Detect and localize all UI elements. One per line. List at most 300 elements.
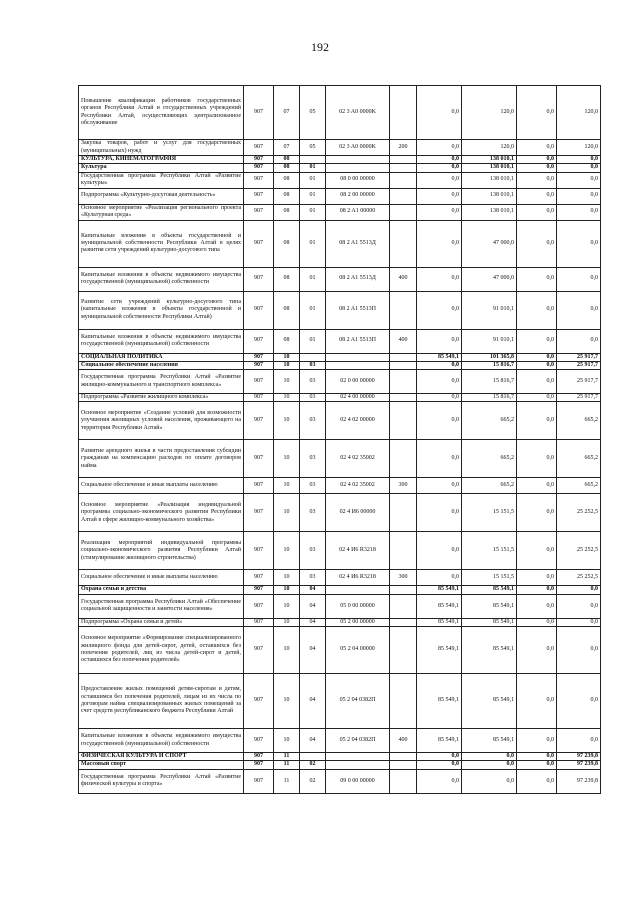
row-value-4: 665,2: [557, 440, 601, 478]
row-section-code: 10: [274, 586, 300, 594]
row-section-code: 08: [274, 204, 300, 220]
row-value-1: 85 549,1: [417, 674, 462, 729]
row-value-4: 665,2: [557, 402, 601, 440]
row-value-3: 0,0: [517, 729, 557, 753]
row-section-code: 10: [274, 618, 300, 626]
row-section-code: 08: [274, 164, 300, 172]
row-name: Подпрограмма «Культурно-досуговая деятельность»: [79, 188, 244, 204]
row-expense-type: [390, 769, 417, 793]
row-value-2: 85 549,1: [462, 594, 517, 618]
row-value-4: 0,0: [557, 618, 601, 626]
row-value-3: 0,0: [517, 86, 557, 140]
table-row: [79, 402, 601, 440]
row-value-1: 0,0: [417, 188, 462, 204]
row-subsection-code: [300, 753, 326, 761]
row-value-4: 665,2: [557, 478, 601, 494]
row-value-3: 0,0: [517, 291, 557, 329]
row-expense-type: [390, 156, 417, 164]
row-target-article: [326, 156, 390, 164]
row-section-code: 10: [274, 394, 300, 402]
row-section-code: 11: [274, 761, 300, 769]
table-row: [79, 674, 601, 729]
row-value-2: 15 816,7: [462, 370, 517, 394]
row-name: Социальное обеспечение и иные выплаты населению: [79, 478, 244, 494]
row-target-article: 02 4 И6 R3218: [326, 570, 390, 586]
row-name: ФИЗИЧЕСКАЯ КУЛЬТУРА И СПОРТ: [79, 753, 244, 761]
row-target-article: 02 4 И6 R3218: [326, 532, 390, 570]
row-subsection-code: 02: [300, 761, 326, 769]
row-subsection-code: 03: [300, 394, 326, 402]
row-section-code: 10: [274, 440, 300, 478]
row-expense-type: [390, 220, 417, 267]
row-value-1: 0,0: [417, 204, 462, 220]
row-target-article: 02 4 И6 00000: [326, 494, 390, 532]
row-expense-type: [390, 586, 417, 594]
row-value-2: 85 549,1: [462, 627, 517, 674]
row-value-1: 0,0: [417, 329, 462, 353]
row-subsection-code: 03: [300, 361, 326, 369]
row-value-3: 0,0: [517, 164, 557, 172]
row-subsection-code: 01: [300, 291, 326, 329]
page-number: 192: [311, 40, 329, 54]
row-value-4: 0,0: [557, 291, 601, 329]
row-value-2: 665,2: [462, 402, 517, 440]
row-target-article: 05 2 00 00000: [326, 618, 390, 626]
row-name: Подпрограмма «Охрана семьи и детей»: [79, 618, 244, 626]
row-section-code: 10: [274, 370, 300, 394]
row-expense-type: [390, 86, 417, 140]
row-target-article: [326, 353, 390, 361]
table-row: [79, 291, 601, 329]
row-name: Развитие сети учреждений культурно-досугового типа (капитальные вложения в объекты государственной и муниципальной собственности Республики Алтай): [79, 291, 244, 329]
row-admin-code: 907: [244, 769, 274, 793]
row-admin-code: 907: [244, 570, 274, 586]
row-admin-code: 907: [244, 370, 274, 394]
row-subsection-code: 03: [300, 570, 326, 586]
row-value-3: 0,0: [517, 140, 557, 156]
row-subsection-code: 01: [300, 188, 326, 204]
row-target-article: 02 4 02 35002: [326, 478, 390, 494]
row-value-3: 0,0: [517, 361, 557, 369]
row-value-2: 15 151,5: [462, 570, 517, 586]
row-section-code: 10: [274, 570, 300, 586]
row-expense-type: [390, 761, 417, 769]
row-section-code: 10: [274, 594, 300, 618]
row-value-4: 0,0: [557, 267, 601, 291]
table-row: [79, 394, 601, 402]
row-expense-type: 200: [390, 140, 417, 156]
row-value-2: 85 549,1: [462, 618, 517, 626]
row-value-3: 0,0: [517, 761, 557, 769]
row-name: Государственная программа Республики Алтай «Развитие физической культуры и спорта»: [79, 769, 244, 793]
row-name: Капитальные вложения в объекты государственной и муниципальной собственности Республики Алтай в целях развития сети учреждений культурно-досугового типа: [79, 220, 244, 267]
row-value-4: 0,0: [557, 188, 601, 204]
row-name: Основное мероприятие «Создание условий для возможности улучшения жилищных условий населения, проживающего на территории Республики Алтай»: [79, 402, 244, 440]
row-section-code: 07: [274, 86, 300, 140]
row-admin-code: 907: [244, 86, 274, 140]
row-subsection-code: 02: [300, 769, 326, 793]
row-value-3: 0,0: [517, 532, 557, 570]
row-value-2: 665,2: [462, 478, 517, 494]
row-target-article: 02 4 02 35002: [326, 440, 390, 478]
row-name: Реализация мероприятий индивидуальной программы социально-экономического развития Республики Алтай (стимулирование жилищного строительства): [79, 532, 244, 570]
row-value-3: 0,0: [517, 353, 557, 361]
row-name: Охрана семьи и детства: [79, 586, 244, 594]
table-row: [79, 478, 601, 494]
row-target-article: 08 2 A1 5513П: [326, 329, 390, 353]
table-row: [79, 220, 601, 267]
row-subsection-code: 04: [300, 586, 326, 594]
row-value-4: 25 917,7: [557, 361, 601, 369]
row-subsection-code: 03: [300, 532, 326, 570]
row-section-code: 10: [274, 729, 300, 753]
table-row: [79, 532, 601, 570]
row-target-article: [326, 586, 390, 594]
row-admin-code: 907: [244, 156, 274, 164]
row-value-1: 0,0: [417, 370, 462, 394]
row-section-code: 08: [274, 156, 300, 164]
row-section-code: 08: [274, 329, 300, 353]
row-expense-type: [390, 618, 417, 626]
row-expense-type: [390, 291, 417, 329]
row-expense-type: [390, 370, 417, 394]
table-body: [79, 86, 601, 794]
row-value-1: 0,0: [417, 361, 462, 369]
row-target-article: 05 2 04 00000: [326, 627, 390, 674]
row-expense-type: [390, 627, 417, 674]
row-target-article: 08 2 A1 5513П: [326, 291, 390, 329]
row-target-article: 02 4 00 00000: [326, 394, 390, 402]
row-value-2: 101 365,8: [462, 353, 517, 361]
row-name: Основное мероприятие «Формирование специализированного жилищного фонда для детей-сирот, детей, оставшихся без попечения родителей, лиц из числа детей-сирот и детей, оставшихся без попечения родителей»: [79, 627, 244, 674]
table-row: [79, 172, 601, 188]
row-value-2: 138 010,1: [462, 204, 517, 220]
row-subsection-code: 01: [300, 329, 326, 353]
row-value-3: 0,0: [517, 267, 557, 291]
row-expense-type: 400: [390, 329, 417, 353]
row-expense-type: 400: [390, 267, 417, 291]
row-section-code: 10: [274, 532, 300, 570]
row-expense-type: [390, 494, 417, 532]
row-expense-type: [390, 361, 417, 369]
row-target-article: 05 2 04 0382П: [326, 729, 390, 753]
row-value-4: 97 239,8: [557, 761, 601, 769]
row-admin-code: 907: [244, 594, 274, 618]
row-name: Капитальные вложения в объекты недвижимого имущества государственной (муниципальной) собственности: [79, 729, 244, 753]
row-expense-type: [390, 674, 417, 729]
row-target-article: 02 0 00 00000: [326, 370, 390, 394]
row-value-4: 0,0: [557, 627, 601, 674]
row-target-article: 05 2 04 0382П: [326, 674, 390, 729]
row-value-1: 85 549,1: [417, 627, 462, 674]
row-value-3: 0,0: [517, 586, 557, 594]
row-value-3: 0,0: [517, 618, 557, 626]
row-subsection-code: 04: [300, 594, 326, 618]
row-value-1: 0,0: [417, 753, 462, 761]
row-expense-type: [390, 164, 417, 172]
row-value-4: 0,0: [557, 220, 601, 267]
row-value-3: 0,0: [517, 402, 557, 440]
row-value-3: 0,0: [517, 188, 557, 204]
row-target-article: 02 4 02 00000: [326, 402, 390, 440]
row-name: Государственная программа Республики Алтай «Развитие культуры»: [79, 172, 244, 188]
row-name: Предоставление жилых помещений детям-сиротам и детям, оставшимся без попечения родителей, лицам из их числа по договорам найма специализированных жилых помещений за счет средств республиканского бюджета Республики Алтай: [79, 674, 244, 729]
table-row: [79, 494, 601, 532]
row-name: Подпрограмма «Развитие жилищного комплекса»: [79, 394, 244, 402]
row-value-4: 97 239,8: [557, 769, 601, 793]
row-name: Массовый спорт: [79, 761, 244, 769]
row-value-4: 0,0: [557, 204, 601, 220]
row-value-2: 47 000,0: [462, 220, 517, 267]
row-section-code: 11: [274, 753, 300, 761]
row-value-2: 0,0: [462, 761, 517, 769]
row-value-4: 0,0: [557, 172, 601, 188]
row-value-2: 120,0: [462, 86, 517, 140]
row-value-3: 0,0: [517, 674, 557, 729]
row-value-2: 15 151,5: [462, 494, 517, 532]
row-section-code: 10: [274, 353, 300, 361]
row-subsection-code: 03: [300, 494, 326, 532]
row-value-2: 47 000,0: [462, 267, 517, 291]
row-value-1: 0,0: [417, 769, 462, 793]
table-row: [79, 370, 601, 394]
row-subsection-code: 04: [300, 729, 326, 753]
table-row: [79, 86, 601, 140]
row-value-1: 0,0: [417, 478, 462, 494]
table-row: [79, 361, 601, 369]
row-admin-code: 907: [244, 204, 274, 220]
row-value-4: 25 917,7: [557, 394, 601, 402]
row-name: СОЦИАЛЬНАЯ ПОЛИТИКА: [79, 353, 244, 361]
row-value-3: 0,0: [517, 753, 557, 761]
row-admin-code: 907: [244, 220, 274, 267]
row-section-code: 07: [274, 140, 300, 156]
row-name: Государственная программа Республики Алтай «Обеспечение социальной защищенности и занятости населения»: [79, 594, 244, 618]
row-value-2: 138 010,1: [462, 188, 517, 204]
row-target-article: [326, 361, 390, 369]
table-row: [79, 729, 601, 753]
row-name: Культура: [79, 164, 244, 172]
row-expense-type: [390, 353, 417, 361]
row-name: Закупка товаров, работ и услуг для государственных (муниципальных) нужд: [79, 140, 244, 156]
row-expense-type: 300: [390, 478, 417, 494]
row-name: Основное мероприятие «Реализация индивидуальной программы социально-экономического развития Республики Алтай в сфере жилищно-коммунального хозяйства»: [79, 494, 244, 532]
row-section-code: 10: [274, 494, 300, 532]
row-admin-code: 907: [244, 586, 274, 594]
row-name: Повышение квалификации работников государственных органов Республики Алтай и государственных учреждений Республики Алтай, осуществляющих централизованное обслуживание: [79, 86, 244, 140]
row-value-1: 0,0: [417, 291, 462, 329]
row-value-1: 0,0: [417, 761, 462, 769]
row-value-1: 0,0: [417, 156, 462, 164]
row-section-code: 10: [274, 478, 300, 494]
row-value-2: 85 549,1: [462, 586, 517, 594]
row-section-code: 10: [274, 402, 300, 440]
row-value-1: 0,0: [417, 267, 462, 291]
row-value-2: 91 010,1: [462, 329, 517, 353]
row-value-2: 138 010,1: [462, 164, 517, 172]
row-value-1: 0,0: [417, 532, 462, 570]
row-subsection-code: 01: [300, 204, 326, 220]
row-value-1: 0,0: [417, 220, 462, 267]
row-value-4: 97 239,8: [557, 753, 601, 761]
row-subsection-code: [300, 156, 326, 164]
row-target-article: 08 0 00 00000: [326, 172, 390, 188]
row-value-3: 0,0: [517, 478, 557, 494]
row-subsection-code: 01: [300, 220, 326, 267]
row-value-3: 0,0: [517, 394, 557, 402]
row-admin-code: 907: [244, 761, 274, 769]
row-value-2: 138 010,1: [462, 156, 517, 164]
row-value-2: 85 549,1: [462, 729, 517, 753]
row-subsection-code: 01: [300, 164, 326, 172]
row-value-1: 0,0: [417, 164, 462, 172]
row-section-code: 08: [274, 188, 300, 204]
row-name: Социальное обеспечение населения: [79, 361, 244, 369]
row-target-article: [326, 761, 390, 769]
row-value-3: 0,0: [517, 440, 557, 478]
row-value-2: 0,0: [462, 753, 517, 761]
table-row: [79, 353, 601, 361]
row-name: Государственная программа Республики Алтай «Развитие жилищно-коммунального и транспортного комплекса»: [79, 370, 244, 394]
row-value-2: 15 816,7: [462, 361, 517, 369]
row-admin-code: 907: [244, 188, 274, 204]
row-section-code: 08: [274, 291, 300, 329]
table-row: [79, 753, 601, 761]
row-value-4: 120,0: [557, 86, 601, 140]
row-value-1: 85 549,1: [417, 353, 462, 361]
row-value-4: 0,0: [557, 729, 601, 753]
row-value-4: 0,0: [557, 594, 601, 618]
row-section-code: 10: [274, 674, 300, 729]
row-value-3: 0,0: [517, 570, 557, 586]
row-target-article: 08 2 A1 5513Д: [326, 220, 390, 267]
row-value-4: 0,0: [557, 329, 601, 353]
row-value-1: 0,0: [417, 494, 462, 532]
row-admin-code: 907: [244, 291, 274, 329]
row-value-1: 0,0: [417, 570, 462, 586]
table-row: [79, 627, 601, 674]
row-subsection-code: 05: [300, 86, 326, 140]
row-subsection-code: 01: [300, 267, 326, 291]
row-expense-type: [390, 532, 417, 570]
table-row: [79, 586, 601, 594]
row-target-article: 08 2 A1 5513Д: [326, 267, 390, 291]
table-row: [79, 204, 601, 220]
row-value-1: 0,0: [417, 172, 462, 188]
row-subsection-code: 03: [300, 402, 326, 440]
row-admin-code: 907: [244, 353, 274, 361]
row-value-4: 0,0: [557, 674, 601, 729]
row-value-2: 120,0: [462, 140, 517, 156]
row-subsection-code: 03: [300, 370, 326, 394]
row-value-2: 665,2: [462, 440, 517, 478]
row-target-article: [326, 164, 390, 172]
row-value-4: 0,0: [557, 586, 601, 594]
row-admin-code: 907: [244, 394, 274, 402]
row-value-3: 0,0: [517, 594, 557, 618]
row-subsection-code: 05: [300, 140, 326, 156]
table-row: [79, 140, 601, 156]
row-value-4: 0,0: [557, 164, 601, 172]
row-value-3: 0,0: [517, 220, 557, 267]
row-name: КУЛЬТУРА, КИНЕМАТОГРАФИЯ: [79, 156, 244, 164]
row-name: Развитие арендного жилья в части предоставления субсидии гражданам на компенсацию расходов по оплате договоров найма: [79, 440, 244, 478]
row-target-article: 09 0 00 00000: [326, 769, 390, 793]
row-value-1: 85 549,1: [417, 594, 462, 618]
row-value-2: 138 010,1: [462, 172, 517, 188]
budget-table: [78, 85, 601, 794]
table-row: [79, 594, 601, 618]
row-value-1: 0,0: [417, 440, 462, 478]
row-section-code: 08: [274, 220, 300, 267]
row-admin-code: 907: [244, 674, 274, 729]
row-section-code: 11: [274, 769, 300, 793]
row-value-1: 0,0: [417, 394, 462, 402]
row-admin-code: 907: [244, 729, 274, 753]
row-value-4: 25 252,5: [557, 570, 601, 586]
row-section-code: 08: [274, 267, 300, 291]
row-admin-code: 907: [244, 440, 274, 478]
row-target-article: 05 0 00 00000: [326, 594, 390, 618]
row-section-code: 10: [274, 627, 300, 674]
row-subsection-code: 04: [300, 627, 326, 674]
row-expense-type: [390, 394, 417, 402]
table-row: [79, 769, 601, 793]
row-subsection-code: 01: [300, 172, 326, 188]
row-value-3: 0,0: [517, 329, 557, 353]
row-subsection-code: 04: [300, 674, 326, 729]
row-value-3: 0,0: [517, 627, 557, 674]
row-expense-type: [390, 440, 417, 478]
row-value-1: 0,0: [417, 402, 462, 440]
row-value-3: 0,0: [517, 494, 557, 532]
row-value-2: 15 816,7: [462, 394, 517, 402]
row-value-3: 0,0: [517, 204, 557, 220]
row-target-article: 02 3 A0 0000K: [326, 86, 390, 140]
row-value-1: 85 549,1: [417, 618, 462, 626]
row-expense-type: [390, 594, 417, 618]
row-value-4: 25 917,7: [557, 370, 601, 394]
table-row: [79, 618, 601, 626]
row-admin-code: 907: [244, 753, 274, 761]
row-value-2: 15 151,5: [462, 532, 517, 570]
table-row: [79, 188, 601, 204]
row-admin-code: 907: [244, 172, 274, 188]
row-subsection-code: 03: [300, 478, 326, 494]
row-admin-code: 907: [244, 329, 274, 353]
row-value-4: 25 252,5: [557, 532, 601, 570]
row-target-article: 08 2 A1 00000: [326, 204, 390, 220]
row-admin-code: 907: [244, 164, 274, 172]
table-row: [79, 156, 601, 164]
row-value-1: 85 549,1: [417, 586, 462, 594]
row-value-2: 85 549,1: [462, 674, 517, 729]
table-row: [79, 329, 601, 353]
row-value-4: 25 917,7: [557, 353, 601, 361]
row-value-1: 85 549,1: [417, 729, 462, 753]
row-name: Социальное обеспечение и иные выплаты населению: [79, 570, 244, 586]
row-value-2: 91 010,1: [462, 291, 517, 329]
row-value-3: 0,0: [517, 769, 557, 793]
row-value-4: 0,0: [557, 156, 601, 164]
row-expense-type: [390, 204, 417, 220]
row-admin-code: 907: [244, 627, 274, 674]
row-name: Капитальные вложения в объекты недвижимого имущества государственной (муниципальной) собственности: [79, 267, 244, 291]
row-admin-code: 907: [244, 267, 274, 291]
row-expense-type: [390, 172, 417, 188]
row-value-1: 0,0: [417, 140, 462, 156]
row-name: Основное мероприятие «Реализация регионального проекта «Культурная среда»: [79, 204, 244, 220]
